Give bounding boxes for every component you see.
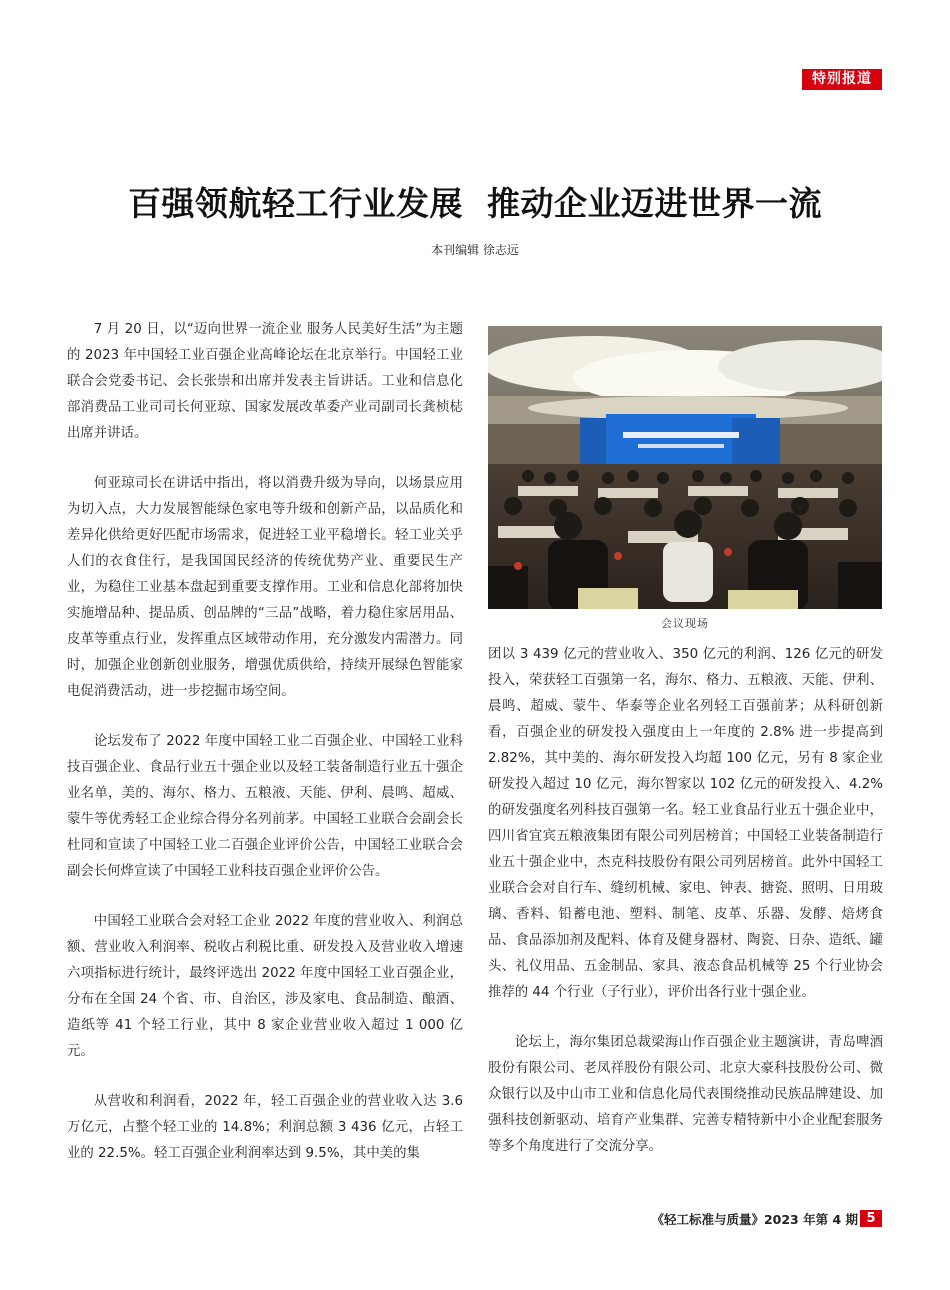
paragraph: 论坛发布了 2022 年度中国轻工业二百强企业、中国轻工业科技百强企业、食品行业五十强企业以及轻工装备制造行业五十强企业名单，美的、海尔、格力、五粮液、天能、伊利、晨鸣、超威、蒙牛等优秀轻工企业综合得分名列前茅。中国轻工业联合会副会长杜同和宣读了中国轻工业二百强企业评价公告，中国轻工业联合会副会长何烨宣读了中国轻工业科技百强企业评价公告。 xyxy=(67,734,463,879)
photo-caption: 会议现场 xyxy=(661,617,709,630)
paragraph: 7 月 20 日，以“迈向世界一流企业 服务人民美好生活”为主题的 2023 年中国轻工业百强企业高峰论坛在北京举行。中国轻工业联合会党委书记、会长张崇和出席并发表主旨讲话。工业和信息化部消费品工业司司长何亚琼、国家发展改革委产业司副司长龚桢梽出席并讲话。 xyxy=(67,322,463,441)
paragraph: 从营收和利润看，2022 年，轻工百强企业的营业收入达 3.6 万亿元，占整个轻工业的 14.8%；利润总额 3 436 亿元，占轻工业的 22.5%。轻工百强企业利润率达到 9.5%，其中美的集 xyxy=(67,1094,463,1161)
article-byline: 本刊编辑 徐志远 xyxy=(431,243,519,257)
conference-scene-image xyxy=(488,326,882,609)
paragraph: 何亚琼司长在讲话中指出，将以消费升级为导向，以场景应用为切入点，大力发展智能绿色家电等升级和创新产品，以品质化和差异化供给更好匹配市场需求，促进轻工业平稳增长。轻工业关乎人们的衣食住行，是我国国民经济的传统优势产业、重要民生产业，为稳住工业基本盘起到重要支撑作用。工业和信息化部将加快实施增品种、提品质、创品牌的“三品”战略，着力稳住家居用品、皮革等重点行业，发挥重点区域带动作用，充分激发内需潜力。同时，加强企业创新创业服务，增强优质供给，持续开展绿色智能家电促消费活动，进一步挖掘市场空间。 xyxy=(67,476,463,699)
paragraph: 团以 3 439 亿元的营业收入、350 亿元的利润、126 亿元的研发投入，荣获轻工百强第一名，海尔、格力、五粮液、天能、伊利、晨鸣、超威、蒙牛、华泰等企业名列轻工百强前茅；从科研创新看，百强企业的研发投入强度由上一年度的 2.8% 进一步提高到 2.82%，其中美的、海尔研发投入均超 100 亿元，另有 8 家企业研发投入超过 10 亿元，海尔智家以 102 亿元的研发投入、4.2% 的研发强度名列科技百强第一名。轻工业食品行业五十强企业中，四川省宜宾五粮液集团有限公司列居榜首；中国轻工业装备制造行业五十强企业中，杰克科技股份有限公司列居榜首。此外中国轻工业联合会对自行车、缝纫机械、家电、钟表、搪瓷、照明、日用玻璃、香料、铅蓄电池、塑料、制笔、皮革、乐器、发酵、焙烤食品、食品添加剂及配料、体育及健身器材、陶瓷、日杂、造纸、罐头、礼仪用品、五金制品、家具、液态食品机械等 25 个行业协会推荐的 44 个行业（子行业），评价出各行业十强企业。 xyxy=(488,647,883,1000)
left-column xyxy=(67,317,463,1191)
paragraph: 中国轻工业联合会对轻工企业 2022 年度的营业收入、利润总额、营业收入利润率、税收占利税比重、研发投入及营业收入增速六项指标进行统计，最终评选出 2022 年度中国轻工业百强企业，分布在全国 24 个省、市、自治区，涉及家电、食品制造、酿酒、造纸等 41 个轻工行业，其中 8 家企业营业收入超过 1 000 亿元。 xyxy=(67,914,463,1059)
journal-footer: 《轻工标准与质量》2023 年第 4 期 xyxy=(651,1212,858,1227)
article-title: 百强领航轻工行业发展 推动企业迈进世界一流 xyxy=(128,184,822,223)
section-badge: 特别报道 xyxy=(802,69,882,90)
conference-photo xyxy=(488,326,882,609)
paragraph: 论坛上，海尔集团总裁梁海山作百强企业主题演讲，青岛啤酒股份有限公司、老凤祥股份有限公司、北京大豪科技股份公司、微众银行以及中山市工业和信息化局代表围绕推动民族品牌建设、加强科技创新驱动、培育产业集群、完善专精特新中小企业配套服务等多个角度进行了交流分享。 xyxy=(488,1035,883,1154)
right-column xyxy=(488,642,883,1184)
page-number: 5 xyxy=(860,1210,882,1227)
